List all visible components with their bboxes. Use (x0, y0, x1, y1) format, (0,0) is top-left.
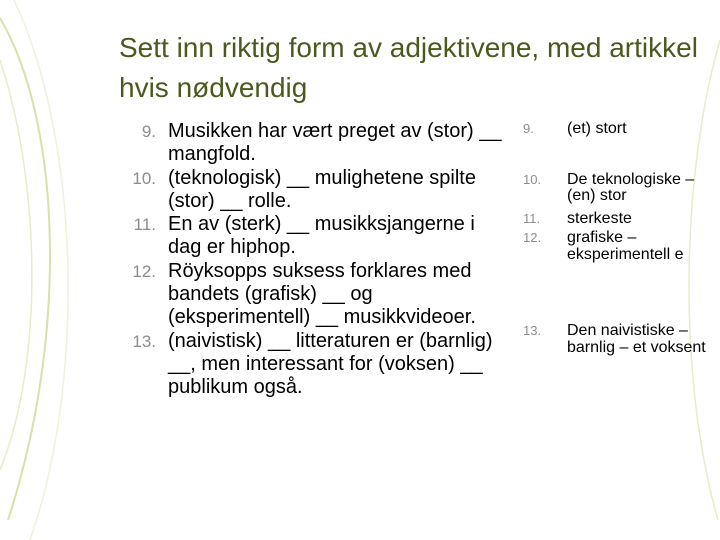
answer-item (523, 229, 707, 263)
answer-text: sterkeste (567, 209, 632, 227)
answer-text: grafiske – eksperimentell e (567, 229, 684, 263)
exercise-item (141, 120, 508, 167)
answer-list (523, 120, 707, 356)
answer-item (523, 170, 707, 205)
answer-item (523, 120, 707, 138)
answer-item (523, 322, 707, 356)
exercise-item (132, 259, 508, 330)
exercise-item (133, 213, 508, 260)
answer-number: 11. (523, 210, 541, 226)
answer-text: De teknologiske – (en) stor (567, 170, 695, 204)
exercise-text: (naivistisk) __ litteraturen er (barnlig) __, men interessant for (voksen) __ publikum også. (168, 329, 493, 399)
exercise-list (132, 120, 508, 400)
exercise-text: Röyksopps suksess forklares med bandets (grafisk) __ og (eksperimentell) __ musikkvideoer. (168, 259, 476, 329)
exercise-number: 11. (133, 215, 156, 235)
slide-title: Sett inn riktig form av adjektivene, med artikkel hvis nødvendig (119, 32, 698, 103)
answer-number: 10. (523, 171, 542, 187)
exercise-number: 13. (132, 331, 156, 351)
exercise-text: (teknologisk) __ mulighetene spilte (stor) __ rolle. (168, 166, 476, 212)
answer-text: (et) stort (567, 120, 627, 137)
answer-number: 12. (523, 230, 542, 245)
exercise-item (132, 166, 508, 214)
exercise-number: 9. (141, 122, 156, 141)
exercise-item (132, 329, 508, 400)
decorative-curves-left (0, 0, 98, 540)
exercise-number: 10. (132, 168, 156, 188)
exercise-text: En av (sterk) __ musikksjangerne i dag er hiphop. (168, 213, 475, 259)
exercise-text: Musikken har vært preget av (stor) __ mangfold. (168, 120, 502, 166)
answer-number: 13. (523, 323, 542, 338)
exercise-number: 12. (132, 261, 156, 281)
answer-number: 9. (523, 121, 534, 136)
answer-item (523, 209, 707, 228)
answer-text: Den naivistiske – barnlig – et voksent (567, 322, 706, 356)
